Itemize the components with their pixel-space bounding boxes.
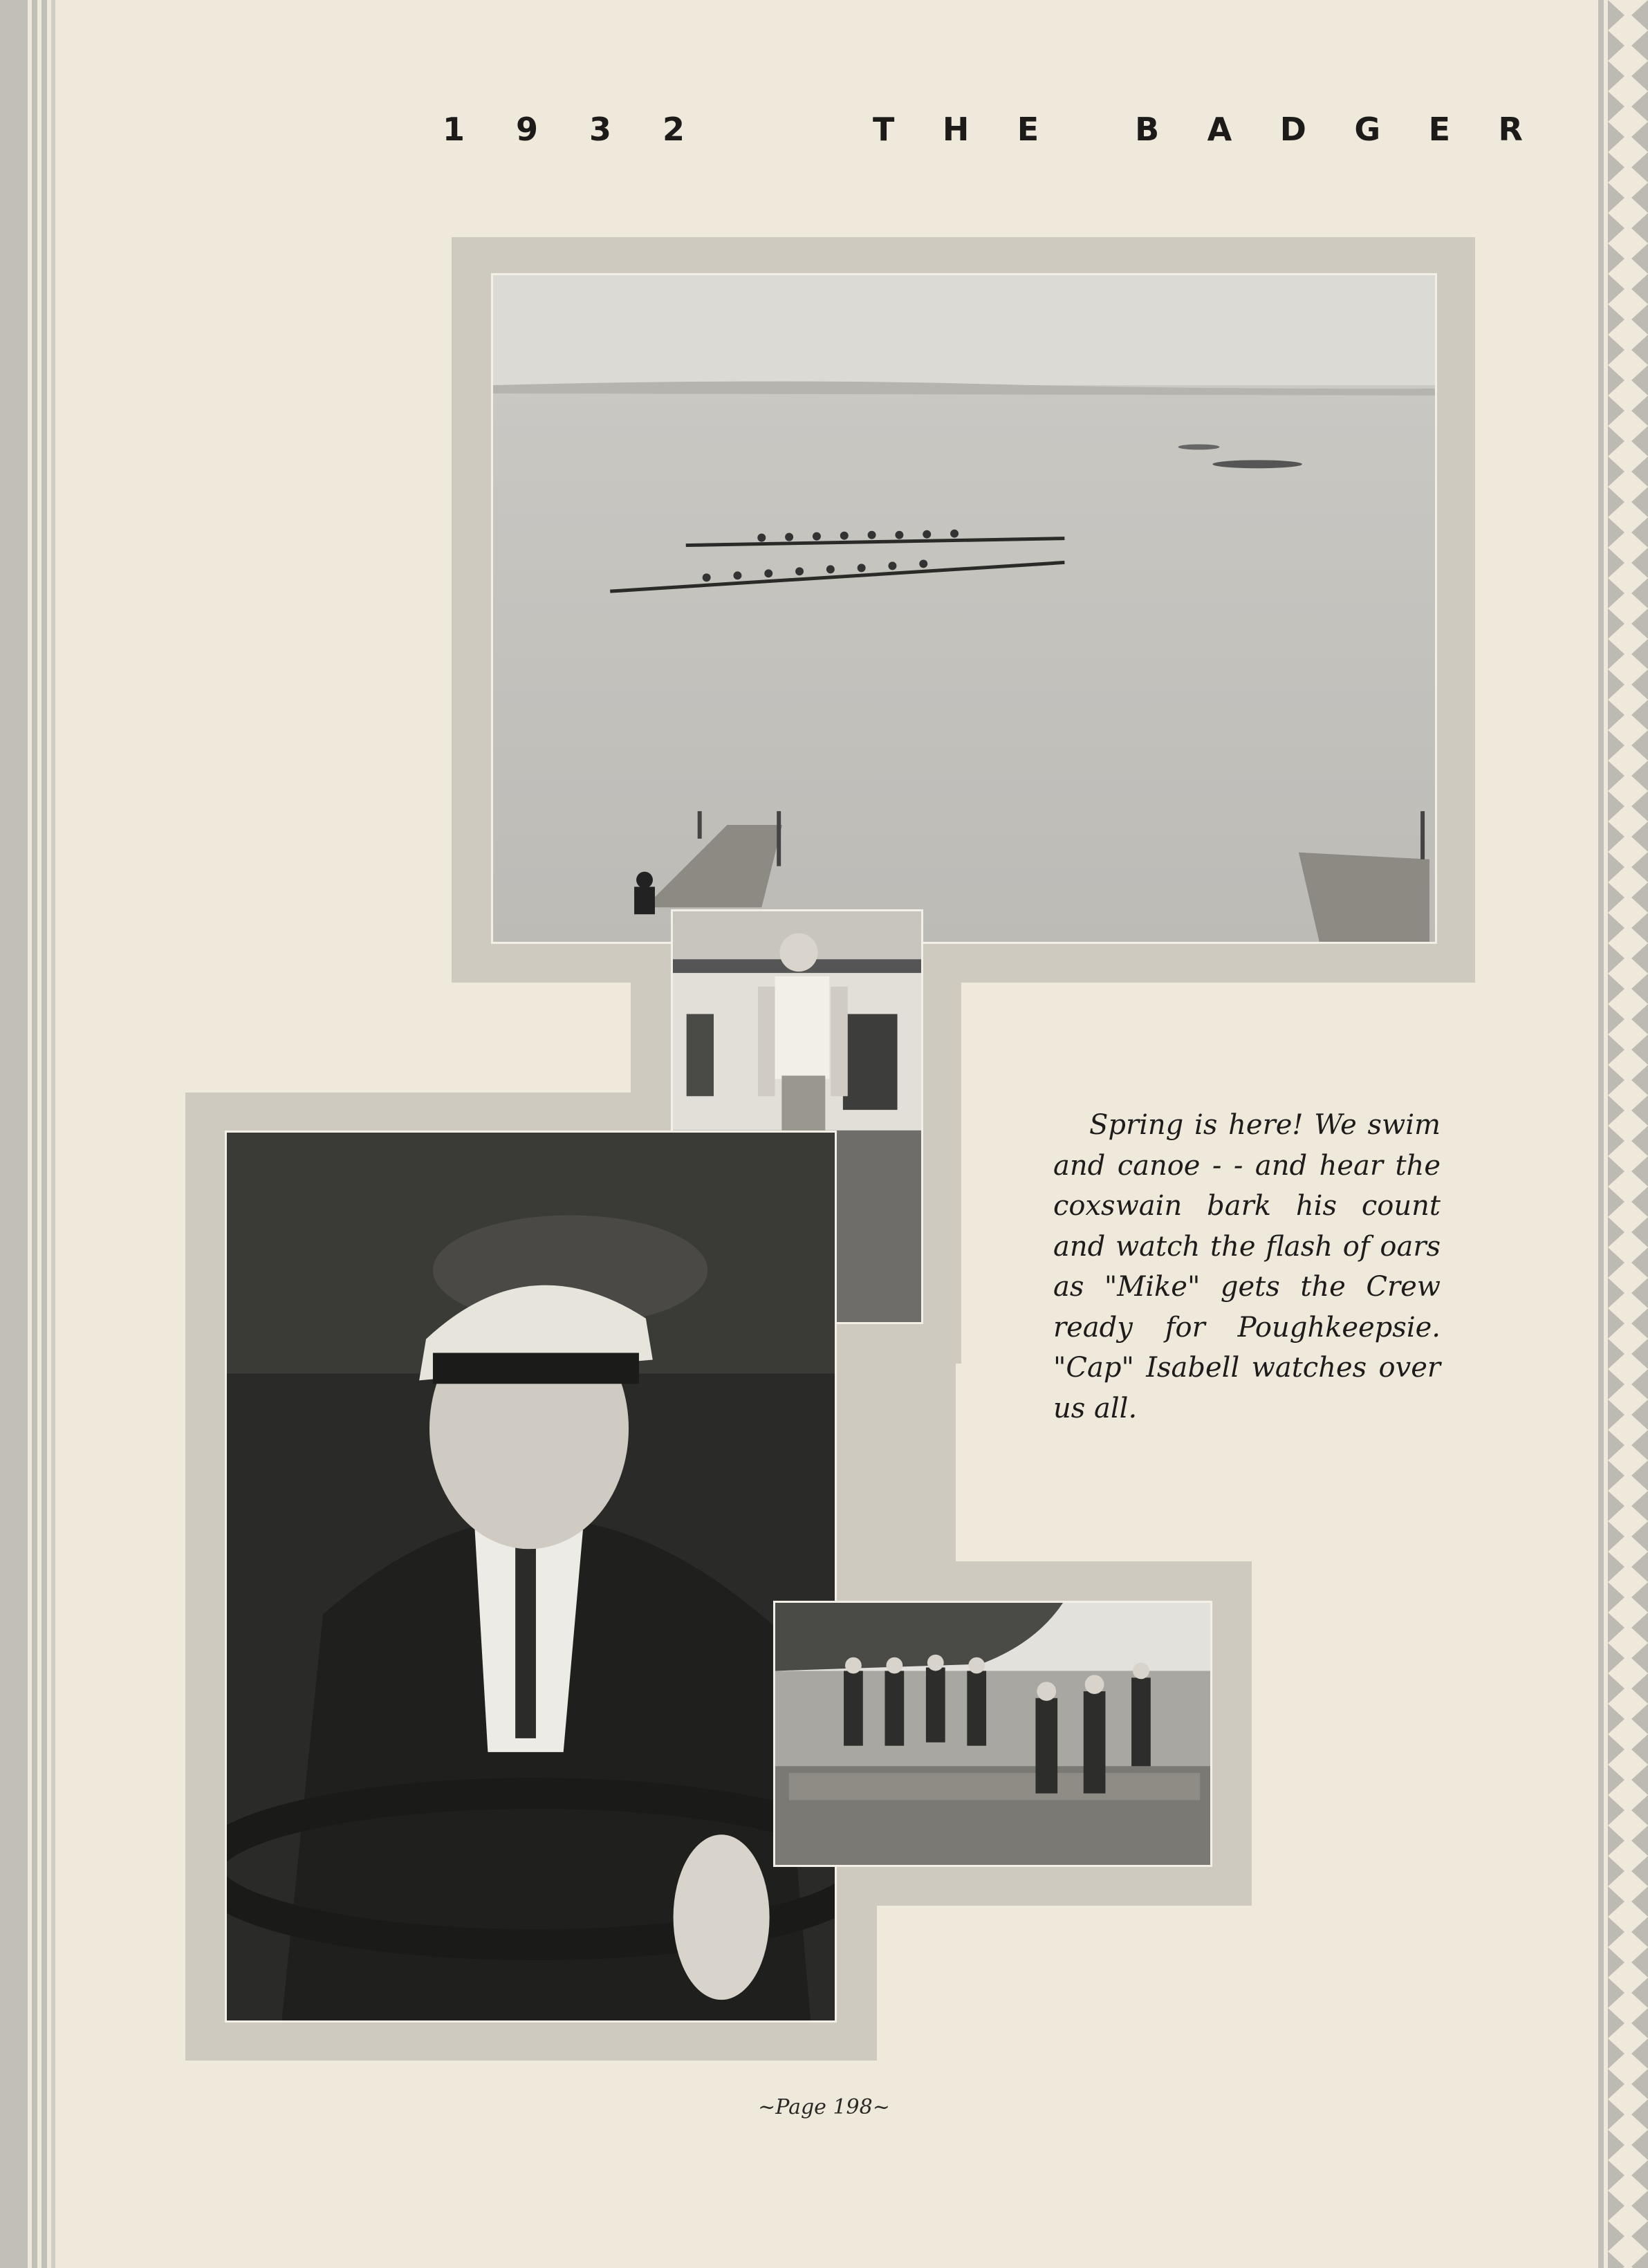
caption-line: and watch the flash of oars (1053, 1230, 1441, 1263)
zigzag-tooth (1631, 974, 1648, 1004)
zigzag-tooth (1631, 578, 1648, 608)
zigzag-tooth (1631, 1582, 1648, 1612)
title-letter: D (1279, 111, 1306, 148)
zigzag-tooth (1631, 1187, 1648, 1217)
zigzag-tooth (1631, 1460, 1648, 1491)
zigzag-tooth (1631, 1004, 1648, 1034)
zigzag-tooth (1608, 1034, 1624, 1065)
zigzag-tooth (1608, 396, 1624, 426)
zigzag-tooth (1631, 517, 1648, 548)
zigzag-tooth (1608, 1825, 1624, 1856)
zigzag-tooth (1631, 2038, 1648, 2069)
zigzag-tooth (1631, 761, 1648, 791)
zigzag-tooth (1608, 548, 1624, 578)
zigzag-tooth (1631, 1430, 1648, 1460)
zigzag-tooth (1631, 396, 1648, 426)
zigzag-tooth (1631, 2191, 1648, 2221)
photo-mat-connector (866, 1355, 956, 1577)
zigzag-tooth (1608, 1065, 1624, 1095)
zigzag-tooth (1608, 1400, 1624, 1430)
zigzag-tooth (1631, 1734, 1648, 1765)
zigzag-tooth (1631, 122, 1648, 152)
zigzag-tooth (1631, 2160, 1648, 2191)
year-digit: 3 (589, 111, 611, 148)
year-digit: 1 (443, 111, 465, 148)
page-number: ~Page 198~ (758, 2095, 890, 2119)
page-caption (1053, 1105, 1441, 1429)
zigzag-tooth (1631, 730, 1648, 761)
zigzag-tooth (1608, 1673, 1624, 1704)
zigzag-tooth (1631, 1886, 1648, 1917)
caption-line: us all. (1053, 1392, 1138, 1424)
zigzag-tooth (1631, 669, 1648, 700)
zigzag-tooth (1631, 304, 1648, 335)
zigzag-tooth (1608, 91, 1624, 122)
zigzag-tooth (1608, 1734, 1624, 1765)
zigzag-tooth (1631, 1795, 1648, 1825)
zigzag-tooth (1631, 821, 1648, 852)
zigzag-tooth (1631, 274, 1648, 304)
zigzag-tooth (1608, 1856, 1624, 1886)
title-letter: H (942, 111, 970, 148)
zigzag-tooth (1608, 1795, 1624, 1825)
zigzag-tooth (1608, 669, 1624, 700)
zigzag-tooth (1631, 1491, 1648, 1521)
zigzag-tooth (1631, 1156, 1648, 1187)
zigzag-tooth (1608, 1917, 1624, 1947)
zigzag-tooth (1631, 30, 1648, 61)
title-letter: G (1354, 111, 1381, 148)
zigzag-tooth (1631, 1917, 1648, 1947)
zigzag-tooth (1631, 1825, 1648, 1856)
zigzag-tooth (1608, 913, 1624, 943)
zigzag-tooth (1608, 1339, 1624, 1369)
caption-line: as "Mike" gets the Crew (1053, 1271, 1441, 1303)
zigzag-tooth (1631, 548, 1648, 578)
zigzag-tooth (1608, 304, 1624, 335)
zigzag-tooth (1608, 1430, 1624, 1460)
zigzag-tooth (1608, 1095, 1624, 1126)
zigzag-tooth (1631, 2008, 1648, 2038)
zigzag-tooth (1631, 2221, 1648, 2251)
zigzag-tooth (1608, 1126, 1624, 1156)
zigzag-tooth (1631, 913, 1648, 943)
zigzag-tooth (1631, 608, 1648, 639)
zigzag-tooth (1608, 426, 1624, 456)
zigzag-tooth (1631, 882, 1648, 913)
zigzag-tooth (1608, 1765, 1624, 1795)
zigzag-tooth (1608, 2130, 1624, 2160)
zigzag-tooth (1608, 639, 1624, 669)
zigzag-tooth (1631, 2251, 1648, 2268)
zigzag-tooth (1608, 2251, 1624, 2268)
zigzag-tooth (1608, 578, 1624, 608)
zigzag-tooth (1631, 183, 1648, 213)
zigzag-tooth (1631, 700, 1648, 730)
zigzag-tooth (1608, 61, 1624, 91)
zigzag-tooth (1608, 1552, 1624, 1582)
zigzag-tooth (1631, 426, 1648, 456)
caption-line: coxswain bark his count (1053, 1190, 1441, 1222)
zigzag-tooth (1608, 1521, 1624, 1552)
zigzag-tooth (1631, 1552, 1648, 1582)
zigzag-tooth (1608, 1886, 1624, 1917)
right-zigzag-border (1598, 0, 1648, 2268)
zigzag-tooth (1631, 2130, 1648, 2160)
zigzag-tooth (1608, 2191, 1624, 2221)
title-letter: T (873, 111, 895, 148)
caption-line: Spring is here! We swim (1089, 1109, 1441, 1141)
zigzag-tooth (1608, 882, 1624, 913)
header-title (873, 111, 1523, 159)
zigzag-tooth (1608, 2038, 1624, 2069)
zigzag-tooth (1608, 183, 1624, 213)
zigzag-tooth (1631, 1704, 1648, 1734)
caption-line: and canoe - - and hear the (1053, 1149, 1441, 1182)
zigzag-tooth (1608, 974, 1624, 1004)
zigzag-tooth (1608, 1187, 1624, 1217)
year-digit: 2 (662, 111, 685, 148)
zigzag-tooth (1631, 1217, 1648, 1247)
cap-isabell-photo (225, 1131, 837, 2023)
zigzag-tooth (1608, 2160, 1624, 2191)
zigzag-tooth (1608, 700, 1624, 730)
zigzag-tooth (1631, 1978, 1648, 2008)
zigzag-tooth (1608, 1704, 1624, 1734)
zigzag-tooth (1608, 335, 1624, 365)
zigzag-tooth (1631, 791, 1648, 821)
zigzag-tooth (1608, 1947, 1624, 1978)
zigzag-tooth (1608, 243, 1624, 274)
zigzag-tooth (1608, 943, 1624, 974)
zigzag-tooth (1631, 1400, 1648, 1430)
zigzag-tooth (1631, 1339, 1648, 1369)
zigzag-tooth (1608, 0, 1624, 30)
zigzag-tooth (1631, 61, 1648, 91)
zigzag-tooth (1631, 1612, 1648, 1643)
zigzag-tooth (1608, 821, 1624, 852)
zigzag-tooth (1608, 1978, 1624, 2008)
zigzag-tooth (1608, 1643, 1624, 1673)
zigzag-tooth (1631, 487, 1648, 517)
zigzag-tooth (1631, 365, 1648, 396)
title-letter: A (1207, 111, 1232, 148)
title-letter: E (1428, 111, 1451, 148)
caption-line: "Cap" Isabell watches over (1053, 1352, 1441, 1384)
zigzag-tooth (1608, 152, 1624, 183)
zigzag-tooth (1608, 1460, 1624, 1491)
zigzag-tooth (1608, 1004, 1624, 1034)
zigzag-tooth (1631, 1308, 1648, 1339)
zigzag-tooth (1608, 30, 1624, 61)
zigzag-tooth (1631, 152, 1648, 183)
zigzag-tooth (1608, 1156, 1624, 1187)
zigzag-tooth (1631, 243, 1648, 274)
zigzag-tooth (1608, 608, 1624, 639)
zigzag-tooth (1608, 1308, 1624, 1339)
zigzag-tooth (1631, 1126, 1648, 1156)
zigzag-tooth (1608, 1369, 1624, 1400)
title-letter: R (1498, 111, 1523, 148)
zigzag-tooth (1608, 122, 1624, 152)
zigzag-tooth (1631, 1247, 1648, 1278)
zigzag-tooth (1631, 456, 1648, 487)
year-digit: 9 (515, 111, 538, 148)
zigzag-tooth (1631, 1947, 1648, 1978)
zigzag-tooth (1608, 761, 1624, 791)
zigzag-tooth (1608, 1612, 1624, 1643)
zigzag-tooth (1608, 274, 1624, 304)
zigzag-tooth (1631, 335, 1648, 365)
title-letter: E (1017, 111, 1039, 148)
zigzag-tooth (1608, 487, 1624, 517)
zigzag-tooth (1631, 1673, 1648, 1704)
zigzag-tooth (1608, 1491, 1624, 1521)
crew-lake-photo (491, 273, 1437, 944)
zigzag-tooth (1631, 1765, 1648, 1795)
zigzag-tooth (1631, 1369, 1648, 1400)
header-year (443, 111, 685, 159)
zigzag-tooth (1631, 0, 1648, 30)
zigzag-tooth (1631, 1643, 1648, 1673)
zigzag-tooth (1608, 852, 1624, 882)
zigzag-tooth (1631, 852, 1648, 882)
zigzag-tooth (1631, 943, 1648, 974)
zigzag-tooth (1631, 1521, 1648, 1552)
zigzag-tooth (1631, 1278, 1648, 1308)
zigzag-tooth (1608, 213, 1624, 243)
zigzag-tooth (1631, 1034, 1648, 1065)
zigzag-tooth (1608, 517, 1624, 548)
zigzag-tooth (1608, 2008, 1624, 2038)
zigzag-tooth (1608, 1217, 1624, 1247)
zigzag-tooth (1608, 2221, 1624, 2251)
zigzag-tooth (1631, 1856, 1648, 1886)
zigzag-tooth (1608, 365, 1624, 396)
zigzag-tooth (1608, 456, 1624, 487)
zigzag-tooth (1631, 91, 1648, 122)
zigzag-tooth (1631, 1065, 1648, 1095)
zigzag-tooth (1631, 213, 1648, 243)
title-letter: B (1135, 111, 1160, 148)
zigzag-tooth (1608, 730, 1624, 761)
zigzag-tooth (1631, 639, 1648, 669)
left-decorative-border (0, 0, 66, 2268)
zigzag-tooth (1608, 791, 1624, 821)
zigzag-tooth (1608, 1247, 1624, 1278)
zigzag-tooth (1608, 1582, 1624, 1612)
zigzag-tooth (1631, 1095, 1648, 1126)
zigzag-tooth (1608, 1278, 1624, 1308)
swimmers-pier-photo (773, 1601, 1212, 1867)
caption-line: ready for Poughkeepsie. (1053, 1311, 1441, 1344)
